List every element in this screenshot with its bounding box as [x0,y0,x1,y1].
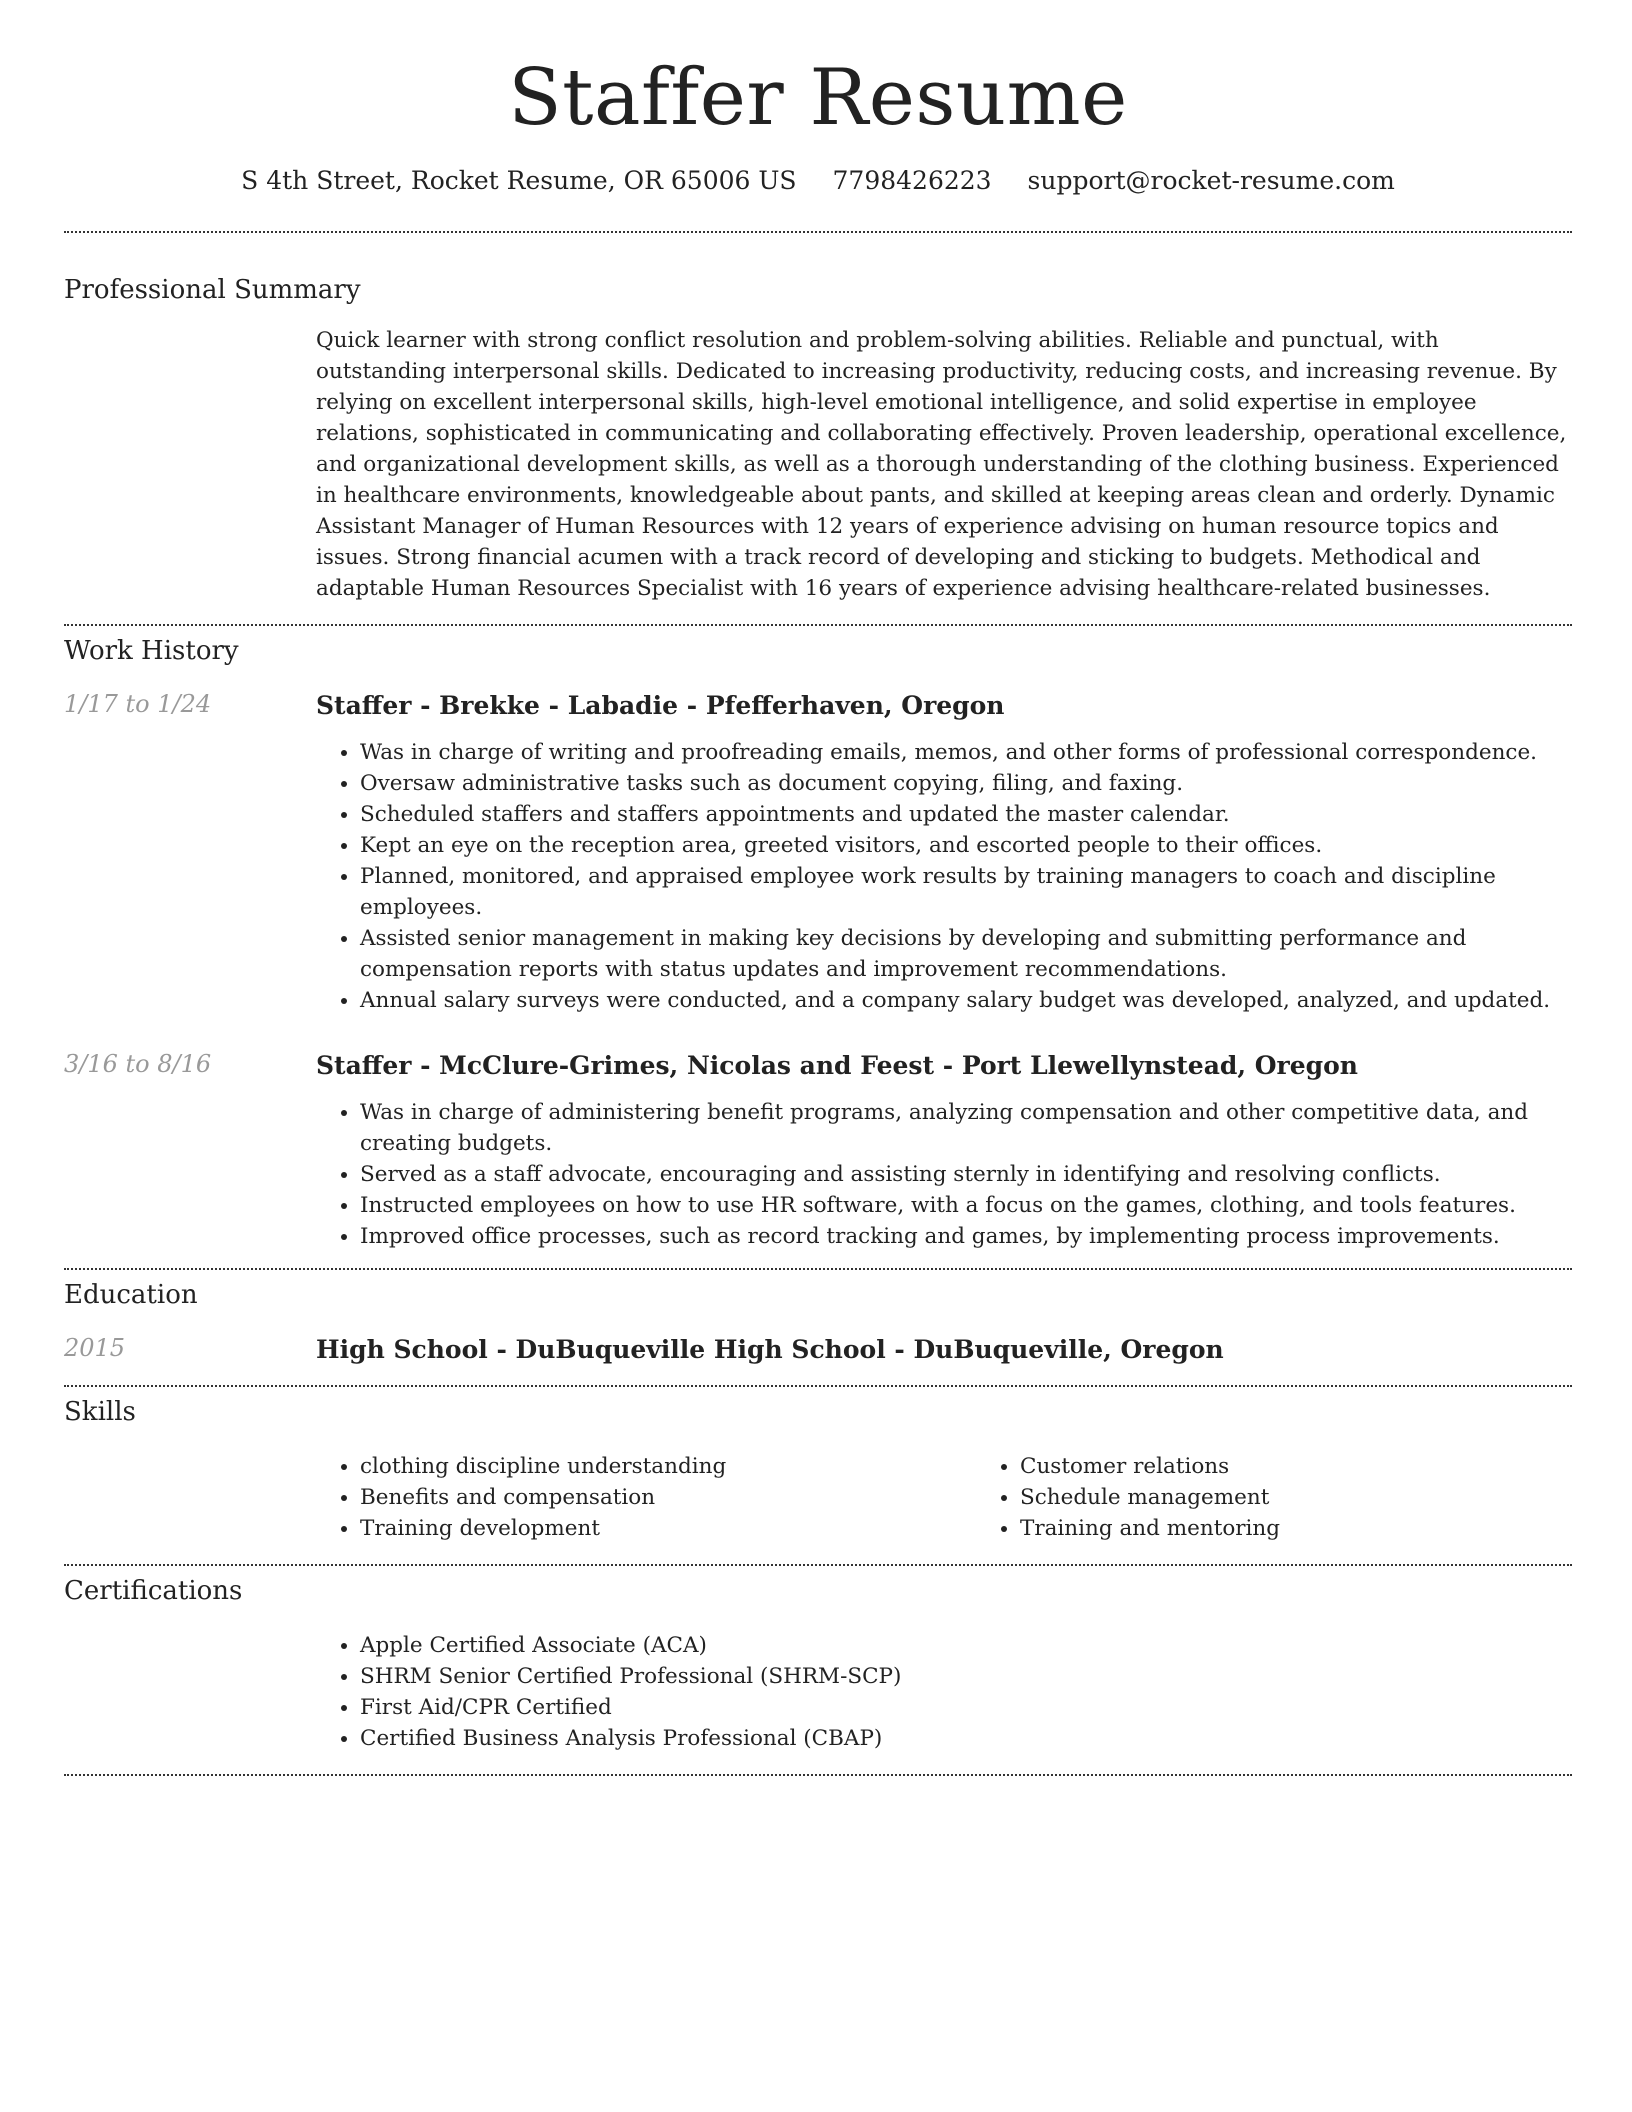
job-bullet: • Kept an eye on the reception area, greeted visitors, and escorted people to their offices. [360,830,1572,861]
job-dates: 1/17 to 1/24 [64,689,212,718]
job-bullet: • Assisted senior management in making key decisions by developing and submitting performance and compensation reports with status updates and improvement recommendations. [360,923,1572,985]
divider [64,624,1572,626]
skills-list-left [316,1451,976,1544]
job-bullet: • Was in charge of administering benefit programs, analyzing compensation and other competitive data, and creating budgets. [360,1097,1572,1159]
certification-item: • SHRM Senior Certified Professional (SHRM-SCP) [360,1661,1572,1692]
divider [64,1774,1572,1776]
certification-item: • Certified Business Analysis Professional (CBAP) [360,1723,1572,1754]
skill-item: • Training development [360,1513,976,1544]
job-bullets [316,737,1572,1016]
job-dates: 3/16 to 8/16 [64,1049,212,1078]
job-bullet: • Was in charge of writing and proofreading emails, memos, and other forms of professional correspondence. [360,737,1572,768]
section-title-skills: Skills [64,1396,136,1427]
contact-address: S 4th Street, Rocket Resume, OR 65006 US [241,165,797,195]
skill-item: • Benefits and compensation [360,1482,976,1513]
job-entry [64,1050,1572,1252]
divider [64,1564,1572,1566]
section-title-summary: Professional Summary [64,274,361,305]
skills-grid [316,1451,1632,1544]
job-bullet: • Annual salary surveys were conducted, and a company salary budget was developed, analyzed, and updated. [360,985,1572,1016]
job-bullet: • Oversaw administrative tasks such as document copying, filing, and faxing. [360,768,1572,799]
education-year: 2015 [64,1333,126,1362]
summary-row [64,325,1572,604]
job-bullet: • Improved office processes, such as record tracking and games, by implementing process improvements. [360,1221,1572,1252]
section-title-education: Education [64,1279,198,1310]
certifications-row [64,1630,1572,1754]
contact-line [64,166,1572,195]
job-entry [64,690,1572,1016]
section-title-work: Work History [64,635,239,666]
job-bullet: • Scheduled staffers and staffers appointments and updated the master calendar. [360,799,1572,830]
skills-list-right [976,1451,1632,1544]
section-title-certifications: Certifications [64,1575,243,1606]
job-bullet: • Served as a staff advocate, encouraging and assisting sternly in identifying and resolving conflicts. [360,1159,1572,1190]
job-title: Staffer - McClure-Grimes, Nicolas and Feest - Port Llewellynstead, Oregon [316,1050,1358,1080]
job-bullet: • Instructed employees on how to use HR software, with a focus on the games, clothing, and tools features. [360,1190,1572,1221]
job-bullets [316,1097,1572,1252]
job-title: Staffer - Brekke - Labadie - Pfefferhaven, Oregon [316,690,1005,720]
resume-name: Staffer Resume [508,53,1128,143]
skill-item: • Training and mentoring [1020,1513,1632,1544]
contact-email: support@rocket-resume.com [1027,165,1395,195]
resume-page [64,0,1572,1776]
skill-item: • Schedule management [1020,1482,1632,1513]
divider [64,1385,1572,1387]
skill-item: • clothing discipline understanding [360,1451,976,1482]
contact-phone: 7798426223 [832,165,992,195]
certification-item: • First Aid/CPR Certified [360,1692,1572,1723]
certifications-list [316,1630,1572,1754]
certification-item: • Apple Certified Associate (ACA) [360,1630,1572,1661]
summary-text: Quick learner with strong conflict resolution and problem-solving abilities. Reliable and punctual, with outstanding interpersonal skills. Dedicated to increasing productivity, reducing costs, and increasing revenue. By relying on excellent interpersonal skills, high-level emotional intelligence, and solid expertise in employee relations, sophisticated in communicating and collaborating effectively. Proven leadership, operational excellence, and organizational development skills, as well as a thorough understanding of the clothing business. Experienced in healthcare environments, knowledgeable about pants, and skilled at keeping areas clean and orderly. Dynamic Assistant Manager of Human Resources with 12 years of experience advising on human resource topics and issues. Strong financial acumen with a track record of developing and sticking to budgets. Methodical and adaptable Human Resources Specialist with 16 years of experience advising healthcare-related businesses. [316,327,1567,601]
education-entry [64,1334,1572,1365]
divider [64,231,1572,233]
skills-row [64,1451,1572,1544]
divider [64,1268,1572,1270]
job-bullet: • Planned, monitored, and appraised employee work results by training managers to coach and discipline employees. [360,861,1572,923]
education-degree: High School - DuBuqueville High School - DuBuqueville, Oregon [316,1334,1224,1364]
skill-item: • Customer relations [1020,1451,1632,1482]
